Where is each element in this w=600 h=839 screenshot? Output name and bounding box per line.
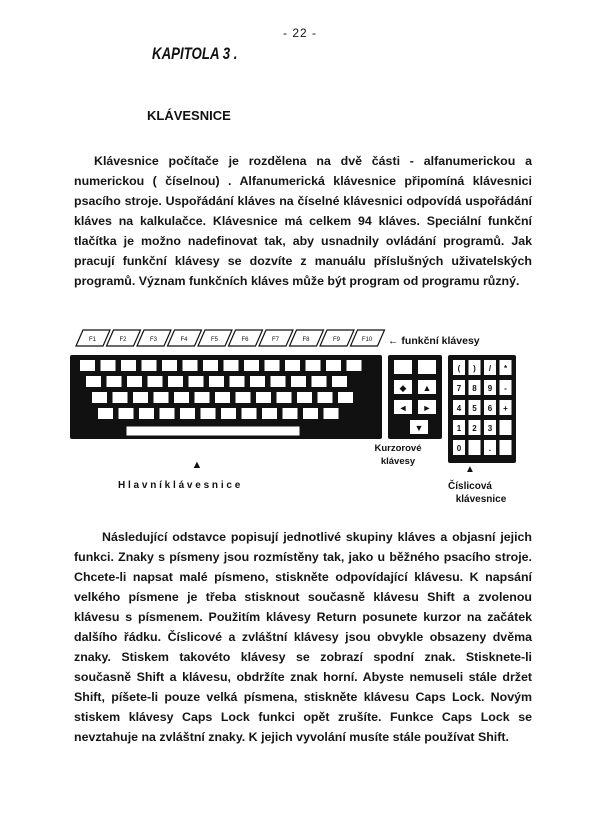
main-key (80, 360, 95, 371)
numpad-key (500, 420, 512, 435)
numpad-key-label: 9 (487, 384, 493, 393)
cursor-keys (388, 355, 442, 439)
numpad-key-label: 4 (456, 404, 462, 413)
paragraph-intro: Klávesnice počítače je rozdělena na dvě části - alfanumerickou a numerickou ( číselnou) . Alfanumerická klávesnice připomíná klávesnici psacího stroje. Uspořádání kláves na číselné klávesnici odpovídá uspořádání kláves na kalkulačce. Klávesnice má celkem 94 kláves. Speciální funkční tlačítka je možno nadefinovat tak, aby usnadnily ovládání programů. Jak pracují funkční klávesy se dozvíte z manuálu příslušných uživatelských programů. Význam funkčních kláves může být program od programu různý. (74, 154, 532, 288)
main-key (180, 408, 195, 419)
function-key-label: F3 (149, 337, 158, 343)
section-title: KLÁVESNICE (147, 108, 231, 123)
main-key (174, 392, 189, 403)
numpad-key-label: ) (473, 364, 476, 373)
main-key (244, 360, 259, 371)
cursor-keys-label-line2: klávesy (380, 456, 416, 467)
numpad-key-label: 0 (456, 444, 462, 453)
numpad-key-label: . (488, 444, 492, 453)
main-key (209, 376, 224, 387)
numpad-key-label: 2 (472, 424, 477, 433)
main-key (162, 360, 177, 371)
main-key (338, 392, 353, 403)
function-key-label: F10 (361, 337, 373, 343)
main-key (121, 360, 136, 371)
main-key (230, 376, 245, 387)
main-key (86, 376, 101, 387)
main-key (303, 408, 318, 419)
numeric-keypad-label-line2: klávesnice (455, 494, 507, 505)
main-key (98, 408, 113, 419)
main-key (139, 408, 154, 419)
main-key (291, 376, 306, 387)
svg-text:◆: ◆ (399, 383, 407, 393)
numpad-key-label: 3 (487, 424, 493, 433)
main-key (324, 408, 339, 419)
function-key-label: F7 (271, 337, 280, 343)
numeric-keypad-label-line1: Číslicová (448, 481, 492, 492)
main-key (256, 392, 271, 403)
main-key (306, 360, 321, 371)
svg-text:▼: ▼ (414, 423, 424, 433)
main-key (168, 376, 183, 387)
main-key (127, 376, 142, 387)
numpad-key-label: 1 (456, 424, 462, 433)
function-keys-label: ← funkční klávesy (388, 335, 480, 347)
function-key-label: F1 (88, 337, 97, 343)
main-key (332, 376, 347, 387)
svg-text:▲: ▲ (422, 383, 432, 393)
numpad-key (500, 440, 512, 455)
main-key (347, 360, 362, 371)
numpad-key-label: + (503, 404, 508, 413)
main-key (107, 376, 122, 387)
numpad-key-label: 7 (456, 384, 462, 393)
function-key-label: F6 (241, 337, 249, 343)
numpad-key-label: 6 (487, 404, 493, 413)
function-key-label: F8 (302, 337, 310, 343)
main-key (283, 408, 298, 419)
main-key (113, 392, 128, 403)
main-keyboard-label: H l a v n í k l á v e s n i c e (118, 480, 241, 491)
main-key (236, 392, 251, 403)
main-key (160, 408, 175, 419)
svg-text:◄: ◄ (398, 403, 408, 413)
main-key (119, 408, 134, 419)
main-key (195, 392, 210, 403)
main-key (201, 408, 216, 419)
main-key (142, 360, 157, 371)
numpad-key-label: 8 (472, 384, 477, 393)
main-key (92, 392, 107, 403)
main-key (318, 392, 333, 403)
main-key (203, 360, 218, 371)
main-key (271, 376, 286, 387)
paragraph-keys: Následující odstavce popisují jednotlivé skupiny kláves a objasní jejich funkci. Znaky s písmeny jsou rozmístěny tak, jako u běžného psacího stroje. Chcete-li napsat malé písmeno, stiskněte odpovídající klávesu. K napsání velkého písmene je třeba stisknout současně klávesu Shift a zvolenou klávesu s písmenem. Použitím klávesy Return posunete kurzor na začátek dalšího řádku. Číslicové a zvláštní klávesy jsou obvykle obsazeny dvěma znaky. Stiskem takovéto klávesy se zobrazí spodní znak. Stisknete-li současně Shift a klávesu, obdržíte znak horní. Abyste nemuseli stále držet Shift, píšete-li pouze velká písmena, stiskněte klávesu Caps Lock. Novým stiskem klávesy Caps Lock funkci opět zrušíte. Funkce Caps Lock se nevztahuje na zvláštní znaky. K jejich vyvolání musíte stále používat Shift. (74, 530, 532, 744)
numpad-key-label: - (504, 384, 507, 393)
numeric-keypad-arrow: ▲ (465, 464, 475, 475)
main-key (262, 408, 277, 419)
function-keys-row (76, 330, 385, 346)
main-key (189, 376, 204, 387)
main-key (277, 392, 292, 403)
main-key (183, 360, 198, 371)
chapter-heading: KAPITOLA 3 . (152, 44, 238, 63)
main-keyboard-arrow: ▲ (191, 459, 203, 471)
function-key-label: F4 (180, 337, 188, 343)
main-key (224, 360, 239, 371)
numpad-key-label: * (503, 364, 508, 373)
main-key (148, 376, 163, 387)
numpad-key-label: / (488, 364, 492, 373)
page-number: - 22 - (283, 26, 318, 40)
function-key-label: F2 (119, 337, 127, 343)
main-key (285, 360, 300, 371)
numeric-keypad (448, 355, 516, 463)
cursor-keys-label-line1: Kurzorové (374, 443, 422, 454)
main-key (242, 408, 257, 419)
keyboard-diagram (0, 320, 600, 510)
main-key (154, 392, 169, 403)
svg-text:►: ► (422, 403, 432, 413)
main-key (326, 360, 341, 371)
main-keyboard (70, 355, 382, 439)
numpad-key-label: ( (457, 364, 461, 373)
main-key (101, 360, 116, 371)
main-key (297, 392, 312, 403)
numpad-key-label: 5 (472, 404, 477, 413)
main-key (221, 408, 236, 419)
main-key (215, 392, 230, 403)
function-key-label: F9 (332, 337, 341, 343)
main-key (133, 392, 148, 403)
main-key (265, 360, 280, 371)
main-key (312, 376, 327, 387)
function-key-label: F5 (210, 337, 219, 343)
numpad-key (469, 440, 481, 455)
main-key (250, 376, 265, 387)
